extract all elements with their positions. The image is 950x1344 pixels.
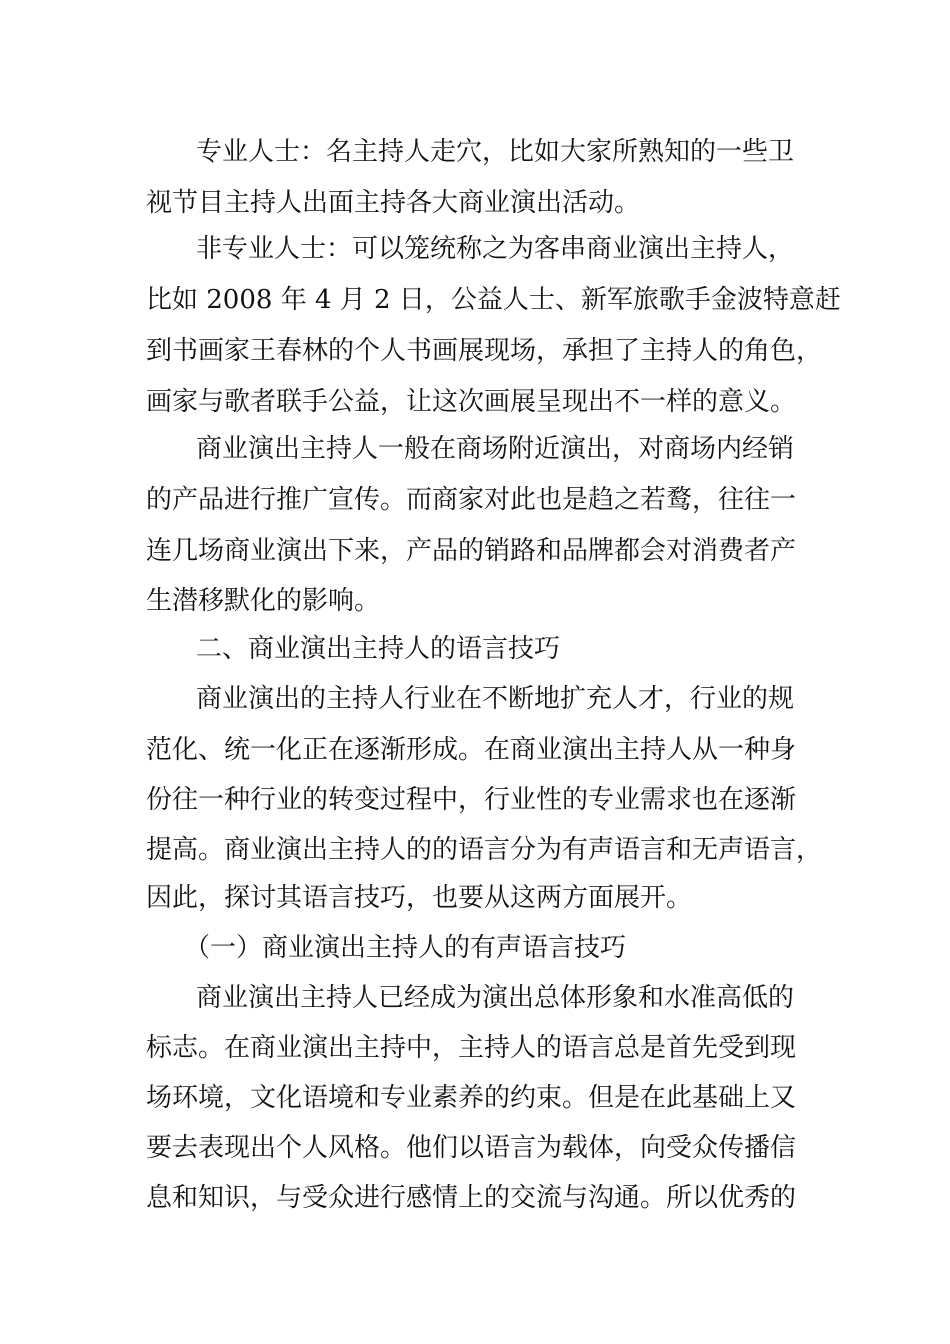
- paragraph-line: 画家与歌者联手公益，让这次画展呈现出不一样的意义。: [146, 387, 797, 417]
- paragraph-line: 场环境，文化语境和专业素养的约束。但是在此基础上又: [146, 1083, 797, 1113]
- paragraph-line: 非专业人士：可以笼统称之为客串商业演出主持人，: [196, 234, 795, 264]
- paragraph-line: 因此，探讨其语言技巧，也要从这两方面展开。: [146, 883, 693, 913]
- paragraph-line: 份往一种行业的转变过程中，行业性的专业需求也在逐渐: [146, 785, 797, 815]
- paragraph-line: 提高。商业演出主持人的的语言分为有声语言和无声语言，: [146, 835, 823, 865]
- paragraph-line: 视节目主持人出面主持各大商业演出活动。: [146, 188, 641, 218]
- subsection-heading: （一）商业演出主持人的有声语言技巧: [184, 933, 627, 963]
- paragraph-line: 范化、统一化正在逐渐形成。在商业演出主持人从一种身: [146, 735, 797, 765]
- paragraph-line: 标志。在商业演出主持中，主持人的语言总是首先受到现: [146, 1033, 797, 1063]
- paragraph-line: 比如 2008 年 4 月 2 日，公益人士、新军旅歌手金波特意赶: [146, 285, 841, 315]
- paragraph-line: 生潜移默化的影响。: [146, 586, 381, 616]
- paragraph-line: 商业演出主持人已经成为演出总体形象和水准高低的: [196, 983, 795, 1013]
- paragraph-line: 要去表现出个人风格。他们以语言为载体，向受众传播信: [146, 1133, 797, 1163]
- paragraph-line: 专业人士：名主持人走穴，比如大家所熟知的一些卫: [196, 137, 795, 167]
- paragraph-line: 连几场商业演出下来，产品的销路和品牌都会对消费者产: [146, 536, 797, 566]
- paragraph-line: 商业演出主持人一般在商场附近演出，对商场内经销: [196, 434, 795, 464]
- paragraph-line: 商业演出的主持人行业在不断地扩充人才，行业的规: [196, 684, 795, 714]
- paragraph-line: 到书画家王春林的个人书画展现场，承担了主持人的角色，: [146, 336, 823, 366]
- paragraph-line: 息和知识，与受众进行感情上的交流与沟通。所以优秀的: [146, 1183, 797, 1213]
- paragraph-line: 的产品进行推广宣传。而商家对此也是趋之若鹜，往往一: [146, 485, 797, 515]
- section-heading: 二、商业演出主持人的语言技巧: [196, 634, 561, 664]
